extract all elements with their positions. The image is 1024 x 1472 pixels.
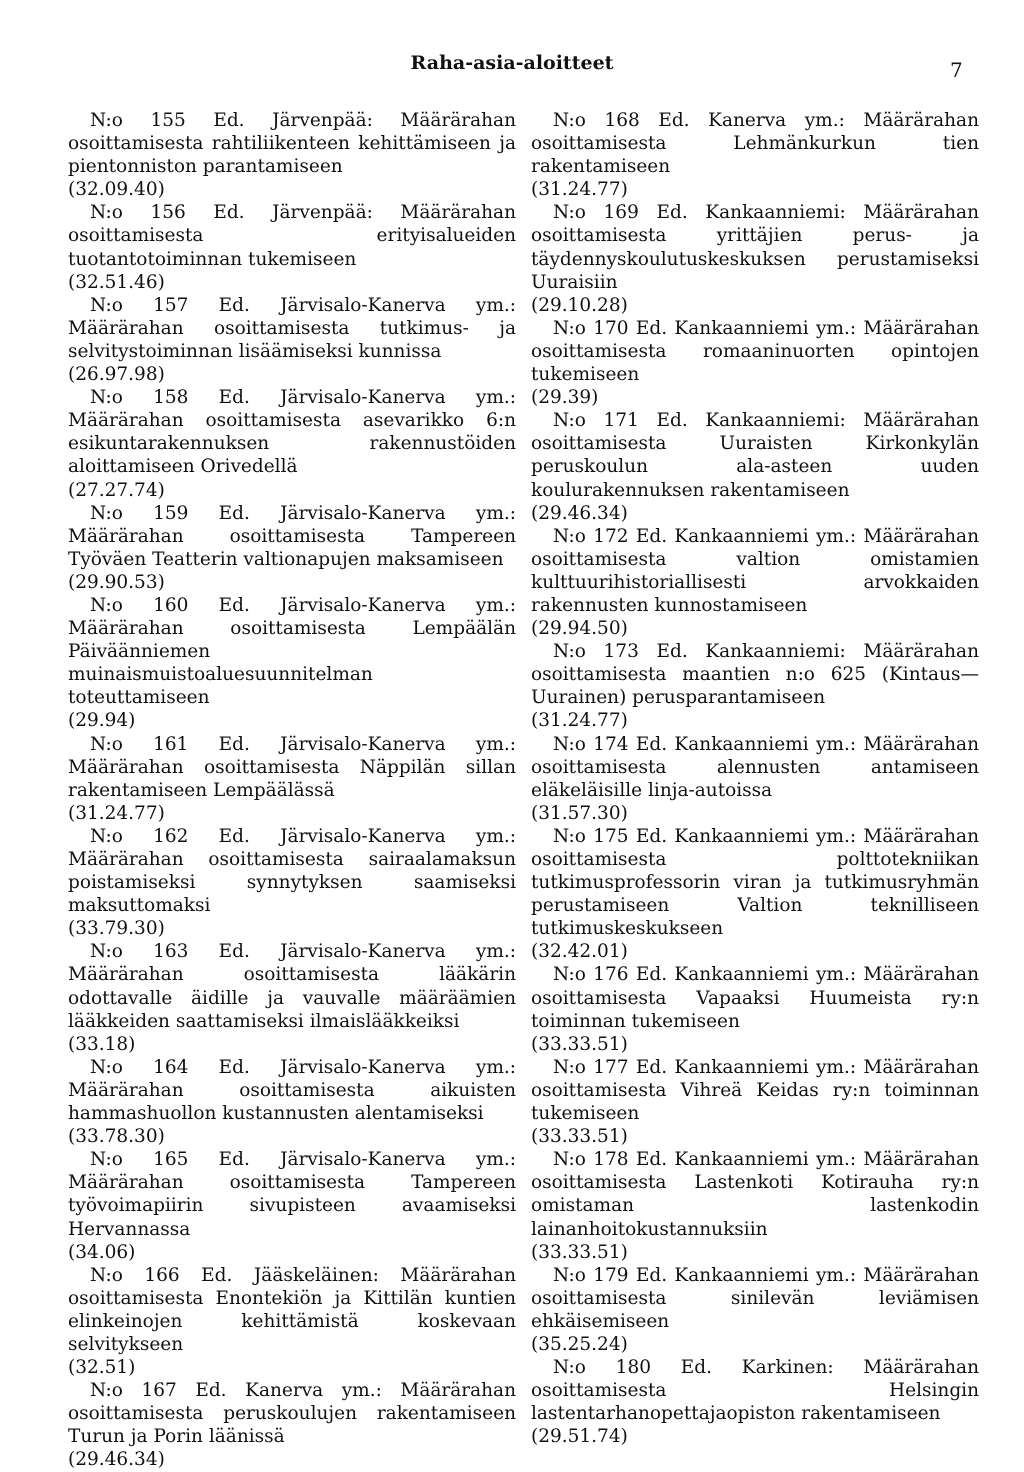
- budget-item-code: (29.39): [531, 387, 599, 409]
- motion-entry: [531, 1264, 979, 1356]
- motion-entry: [68, 594, 516, 733]
- budget-item-code: (33.33.51): [531, 1126, 628, 1148]
- budget-item-code: (29.94.50): [531, 618, 628, 640]
- budget-item-code: (29.10.28): [531, 294, 628, 316]
- motion-entry: [531, 825, 979, 964]
- motion-entry: [68, 294, 516, 386]
- budget-item-code: (32.51): [68, 1357, 136, 1379]
- motion-entry: [531, 1356, 979, 1448]
- motion-title: N:o 175 Ed. Kankaanniemi ym.: Määrärahan osoittamisesta polttotekniikan tutkimusprofessorin viran ja tutkimusryhmän perustamiseen Valtion teknilliseen tutkimuskeskukseen: [531, 825, 979, 940]
- budget-item-code: (35.25.24): [531, 1333, 628, 1355]
- motion-title: N:o 155 Ed. Järvenpää: Määrärahan osoittamisesta rahtiliikenteen kehittämiseen ja pientonniston parantamiseen: [68, 110, 516, 178]
- running-header-title: Raha-asia-aloitteet: [410, 52, 614, 74]
- motion-entry: [531, 640, 979, 732]
- motion-entry: [68, 1148, 516, 1263]
- motion-title: N:o 161 Ed. Järvisalo-Kanerva ym.: Määrärahan osoittamisesta Näppilän sillan rakentamiseen Lempäälässä: [68, 733, 516, 801]
- motion-entry: [68, 825, 516, 940]
- motion-title: N:o 156 Ed. Järvenpää: Määrärahan osoittamisesta erityisalueiden tuotantotoiminnan tukemiseen: [68, 202, 516, 270]
- motion-entry: [531, 963, 979, 1055]
- motion-title: N:o 168 Ed. Kanerva ym.: Määrärahan osoittamisesta Lehmänkurkun tien rakentamiseen: [531, 110, 979, 178]
- motion-entry: [531, 733, 979, 825]
- motion-title: N:o 180 Ed. Karkinen: Määrärahan osoittamisesta Helsingin lastentarhanopettajaopiston rakentamiseen: [531, 1357, 979, 1425]
- budget-item-code: (32.42.01): [531, 941, 628, 963]
- motion-title: N:o 173 Ed. Kankaanniemi: Määrärahan osoittamisesta maantien n:o 625 (Kintaus—Uurainen) perusparantamiseen: [531, 641, 979, 709]
- budget-item-code: (31.24.77): [531, 710, 628, 732]
- motion-entry: [531, 109, 979, 201]
- motion-title: N:o 163 Ed. Järvisalo-Kanerva ym.: Määrärahan osoittamisesta lääkärin odottavalle äidille ja vauvalle määräämien lääkkeiden saattamiseksi ilmaislääkkeiksi: [68, 941, 516, 1032]
- page-number: 7: [950, 58, 963, 82]
- motion-entry: [68, 109, 516, 201]
- motion-entry: [531, 1056, 979, 1148]
- motion-title: N:o 179 Ed. Kankaanniemi ym.: Määrärahan osoittamisesta sinilevän leviämisen ehkäisemiseen: [531, 1264, 979, 1332]
- motion-title: N:o 159 Ed. Järvisalo-Kanerva ym.: Määrärahan osoittamisesta Tampereen Työväen Teatterin valtionapujen maksamiseen: [68, 502, 516, 570]
- motion-title: N:o 174 Ed. Kankaanniemi ym.: Määrärahan osoittamisesta alennusten antamiseen eläkeläisille linja-autoissa: [531, 733, 979, 801]
- budget-item-code: (32.09.40): [68, 179, 165, 201]
- motion-entry: [68, 502, 516, 594]
- motion-title: N:o 157 Ed. Järvisalo-Kanerva ym.: Määrärahan osoittamisesta tutkimus- ja selvitystoiminnan lisäämiseksi kunnissa: [68, 294, 516, 362]
- motion-title: N:o 160 Ed. Järvisalo-Kanerva ym.: Määrärahan osoittamisesta Lempäälän Päiväänniemen muinaismuistoaluesuunnitelman toteuttamiseen: [68, 594, 516, 709]
- motion-entry: [68, 1264, 516, 1379]
- budget-item-code: (29.94): [68, 710, 136, 732]
- motion-title: N:o 166 Ed. Jääskeläinen: Määrärahan osoittamisesta Enontekiön ja Kittilän kuntien elinkeinojen kehittämistä koskevaan selvitykseen: [68, 1264, 516, 1355]
- motion-entry: [68, 1056, 516, 1148]
- motion-entry: [531, 317, 979, 409]
- motion-entry: [68, 940, 516, 1055]
- motion-title: N:o 171 Ed. Kankaanniemi: Määrärahan osoittamisesta Uuraisten Kirkonkylän peruskoulun ala-asteen uuden koulurakennuksen rakentamiseen: [531, 410, 979, 501]
- motion-title: N:o 169 Ed. Kankaanniemi: Määrärahan osoittamisesta yrittäjien perus- ja täydennyskoulutuskeskuksen perustamiseksi Uuraisiin: [531, 202, 979, 293]
- motion-title: N:o 165 Ed. Järvisalo-Kanerva ym.: Määrärahan osoittamisesta Tampereen työvoimapiirin sivupisteen avaamiseksi Hervannassa: [68, 1149, 516, 1240]
- motion-title: N:o 170 Ed. Kankaanniemi ym.: Määrärahan osoittamisesta romaaninuorten opintojen tukemiseen: [531, 317, 979, 386]
- motion-entry: [531, 409, 979, 524]
- motion-title: N:o 162 Ed. Järvisalo-Kanerva ym.: Määrärahan osoittamisesta sairaalamaksun poistamiseksi synnytyksen saamiseksi maksuttomaksi: [68, 825, 516, 917]
- motion-entry: [531, 1148, 979, 1263]
- budget-item-code: (34.06): [68, 1241, 136, 1263]
- motion-title: N:o 164 Ed. Järvisalo-Kanerva ym.: Määrärahan osoittamisesta aikuisten hammashuollon kustannusten alentamiseksi: [68, 1056, 516, 1125]
- motion-entry: [68, 201, 516, 293]
- budget-item-code: (33.33.51): [531, 1033, 628, 1055]
- budget-item-code: (33.79.30): [68, 918, 165, 940]
- budget-item-code: (33.18): [68, 1033, 136, 1055]
- budget-item-code: (29.46.34): [68, 1449, 165, 1471]
- budget-item-code: (31.57.30): [531, 802, 628, 824]
- budget-item-code: (29.46.34): [531, 502, 628, 524]
- motion-entry: [531, 201, 979, 316]
- motion-entry: [68, 1379, 516, 1471]
- budget-item-code: (29.90.53): [68, 571, 165, 593]
- budget-item-code: (33.33.51): [531, 1241, 628, 1263]
- motion-entry: [531, 525, 979, 640]
- budget-item-code: (31.24.77): [68, 802, 165, 824]
- budget-item-code: (27.27.74): [68, 479, 165, 501]
- motion-title: N:o 158 Ed. Järvisalo-Kanerva ym.: Määrärahan osoittamisesta asevarikko 6:n esikuntarakennuksen rakennustöiden aloittamiseen Orivedellä: [68, 387, 516, 478]
- motion-entry: [68, 733, 516, 825]
- motion-title: N:o 167 Ed. Kanerva ym.: Määrärahan osoittamisesta peruskoulujen rakentamiseen Turun ja Porin läänissä: [68, 1380, 516, 1448]
- right-column: [531, 109, 979, 1448]
- motion-title: N:o 176 Ed. Kankaanniemi ym.: Määrärahan osoittamisesta Vapaaksi Huumeista ry:n toiminnan tukemiseen: [531, 964, 979, 1032]
- budget-item-code: (33.78.30): [68, 1126, 165, 1148]
- budget-item-code: (31.24.77): [531, 179, 628, 201]
- left-column: [68, 109, 516, 1472]
- budget-item-code: (32.51.46): [68, 271, 165, 293]
- budget-item-code: (26.97.98): [68, 364, 165, 386]
- motion-title: N:o 172 Ed. Kankaanniemi ym.: Määrärahan osoittamisesta valtion omistamien kulttuurihistoriallisesti arvokkaiden rakennusten kunnostamiseen: [531, 525, 979, 616]
- budget-item-code: (29.51.74): [531, 1426, 628, 1448]
- motion-title: N:o 177 Ed. Kankaanniemi ym.: Määrärahan osoittamisesta Vihreä Keidas ry:n toiminnan tukemiseen: [531, 1056, 979, 1125]
- motion-entry: [68, 386, 516, 501]
- motion-title: N:o 178 Ed. Kankaanniemi ym.: Määrärahan osoittamisesta Lastenkoti Kotirauha ry:n omistaman lastenkodin lainanhoitokustannuksiin: [531, 1149, 979, 1240]
